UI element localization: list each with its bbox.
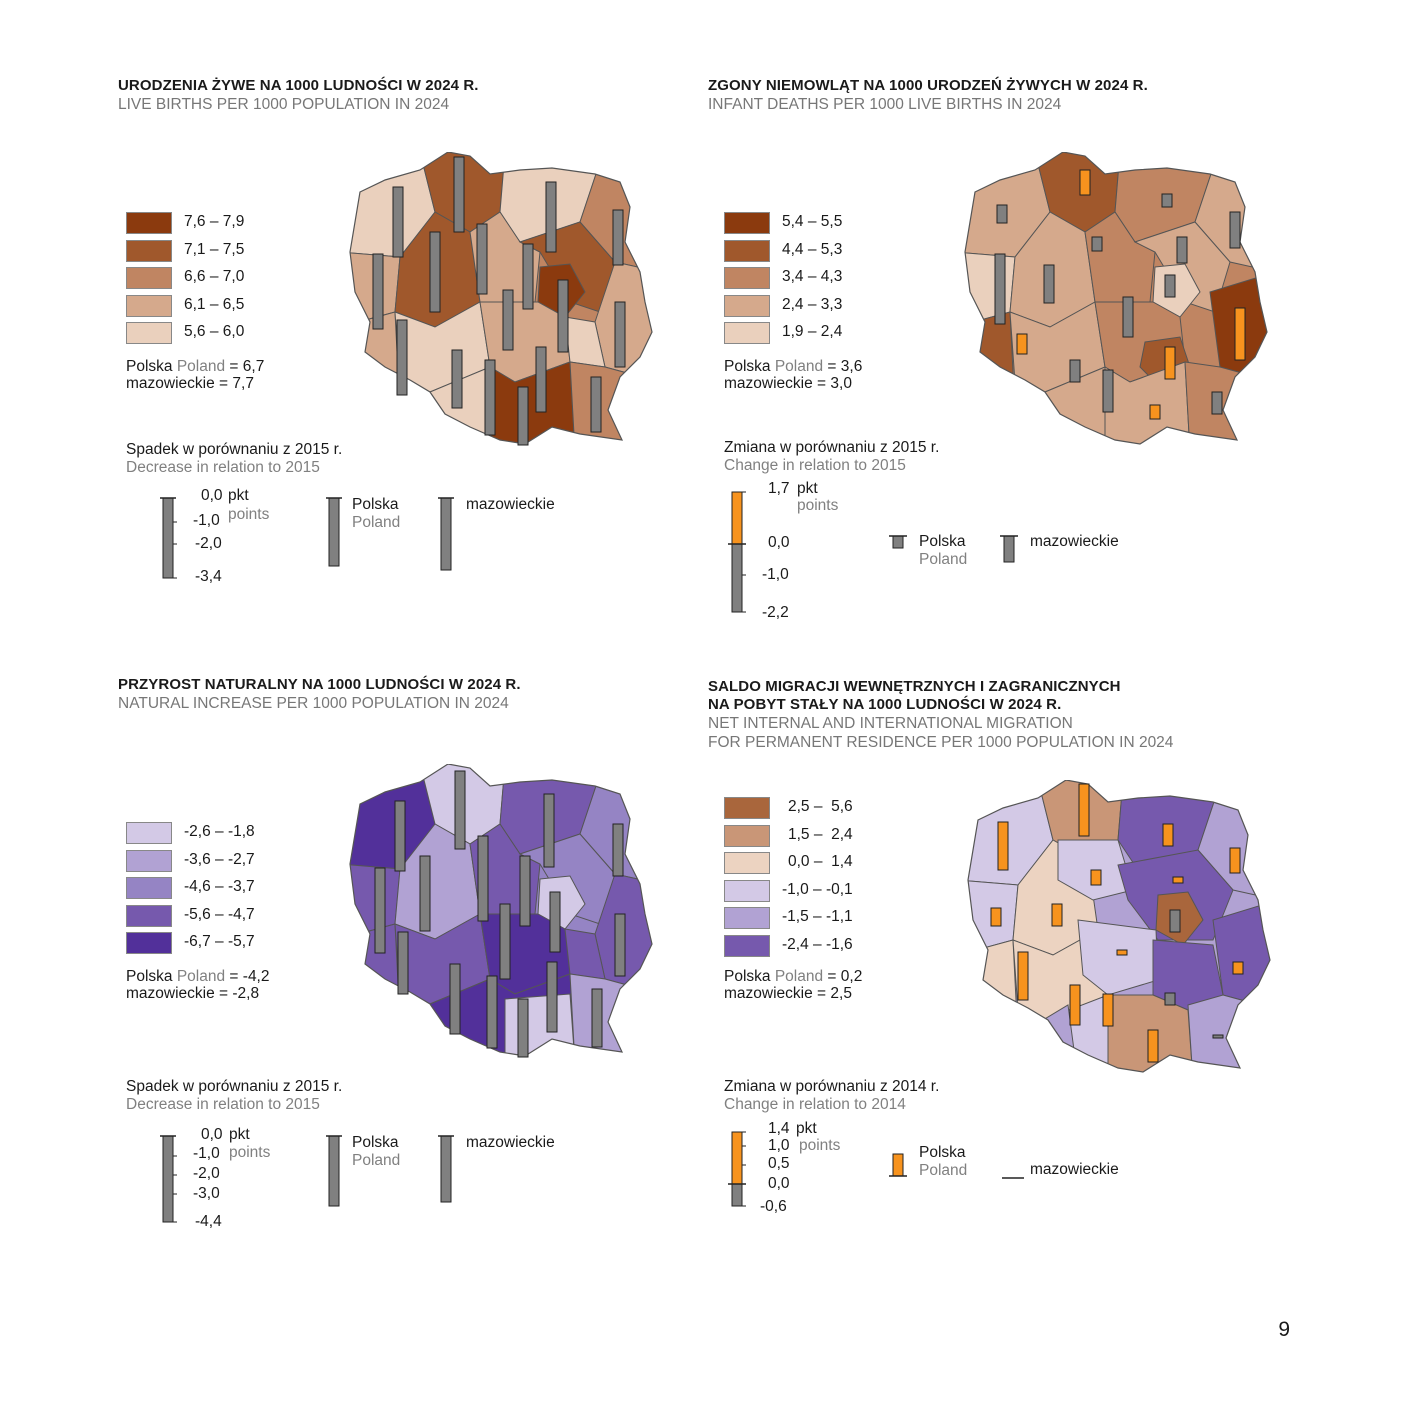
map-natural-increase <box>340 764 660 1074</box>
change-caption: Zmiana w porównaniu z 2015 r. Change in relation to 2015 <box>724 439 940 474</box>
panel-infant-deaths <box>708 77 1328 114</box>
panel-net-migration <box>708 678 1328 752</box>
poland-bar-icon <box>326 1132 346 1210</box>
poland-bar-icon <box>326 494 346 570</box>
scale-bar <box>728 488 758 618</box>
page-number: 9 <box>1278 1318 1290 1341</box>
change-caption: Spadek w porównaniu z 2015 r. Decrease in relation to 2015 <box>126 441 343 476</box>
total-values: Polska Poland = 3,6 mazowieckie = 3,0 <box>724 358 863 392</box>
map-infant-deaths <box>955 152 1275 462</box>
panel-subtitle: NET INTERNAL AND INTERNATIONAL MIGRATION <box>708 715 1073 732</box>
panel-subtitle: INFANT DEATHS PER 1000 LIVE BIRTHS IN 2024 <box>708 96 1062 113</box>
mazowieckie-bar-icon <box>1000 532 1020 566</box>
change-caption: Zmiana w porównaniu z 2014 r. Change in relation to 2014 <box>724 1078 940 1113</box>
total-values: Polska Poland = 6,7 mazowieckie = 7,7 <box>126 358 265 392</box>
map-live-births <box>340 152 660 462</box>
scale-bar <box>160 1132 190 1228</box>
mazowieckie-bar-icon <box>438 1132 458 1206</box>
panel-natural-increase <box>118 676 738 713</box>
total-values: Polska Poland = 0,2 mazowieckie = 2,5 <box>724 968 863 1002</box>
scale-bar <box>728 1128 758 1212</box>
panel-title: ZGONY NIEMOWLĄT NA 1000 URODZEŃ ŻYWYCH W 2024 R. <box>708 77 1148 94</box>
panel-title-line2: NA POBYT STAŁY NA 1000 LUDNOŚCI W 2024 R. <box>708 696 1062 713</box>
panel-subtitle-line2: FOR PERMANENT RESIDENCE PER 1000 POPULATION IN 2024 <box>708 734 1174 751</box>
total-values: Polska Poland = -4,2 mazowieckie = -2,8 <box>126 968 270 1002</box>
poland-bar-icon <box>889 1150 909 1180</box>
panel-title: PRZYROST NATURALNY NA 1000 LUDNOŚCI W 2024 R. <box>118 676 521 693</box>
panel-live-births <box>118 77 738 114</box>
panel-subtitle: LIVE BIRTHS PER 1000 POPULATION IN 2024 <box>118 96 450 113</box>
panel-title: SALDO MIGRACJI WEWNĘTRZNYCH I ZAGRANICZNYCH <box>708 678 1121 695</box>
panel-subtitle: NATURAL INCREASE PER 1000 POPULATION IN 2024 <box>118 695 509 712</box>
mazowieckie-bar-icon <box>438 494 458 574</box>
map-net-migration <box>958 780 1278 1090</box>
panel-title: URODZENIA ŻYWE NA 1000 LUDNOŚCI W 2024 R. <box>118 77 479 94</box>
mazowieckie-bar-icon <box>1000 1172 1026 1182</box>
poland-bar-icon <box>889 532 909 552</box>
change-caption: Spadek w porównaniu z 2015 r. Decrease in relation to 2015 <box>126 1078 343 1113</box>
